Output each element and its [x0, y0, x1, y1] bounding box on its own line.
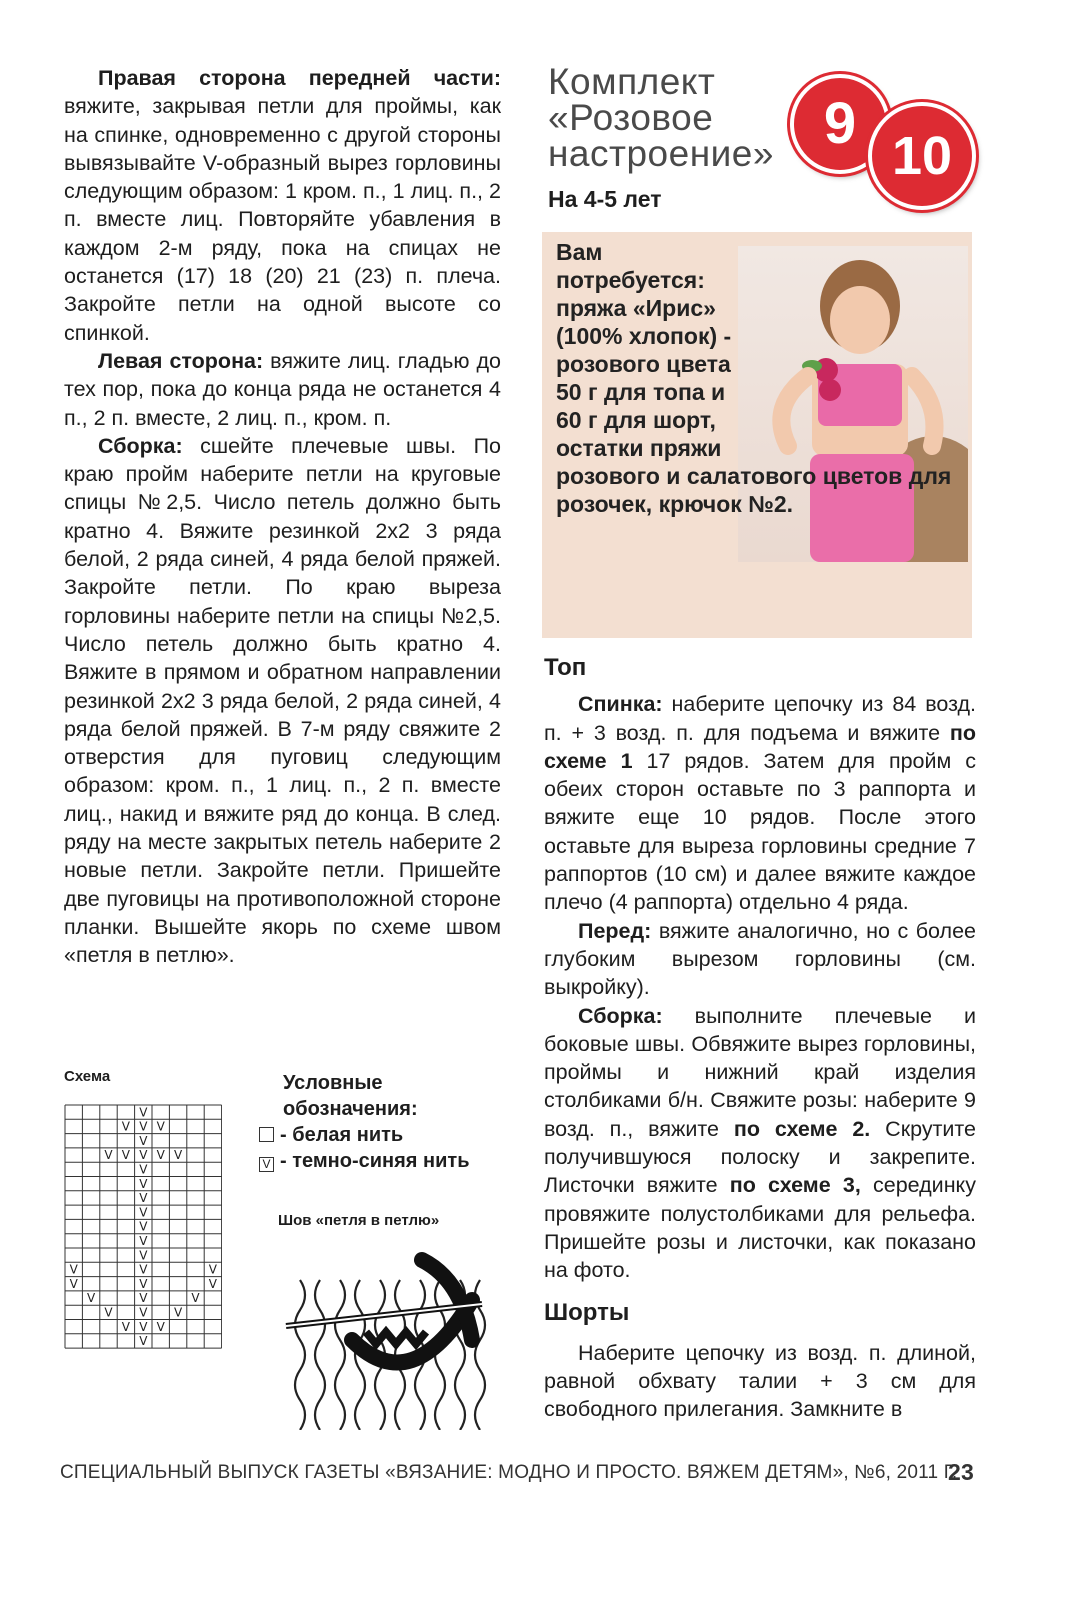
dark-stitch-mark: V	[139, 1276, 148, 1291]
materials-text-part-2: розового и салатового цветов для розочек, крючок №2.	[556, 463, 952, 517]
dark-stitch-mark: V	[69, 1262, 78, 1277]
dark-stitch-mark: V	[139, 1262, 148, 1277]
legend-row-dark	[259, 1148, 469, 1174]
dark-stitch-mark: V	[139, 1305, 148, 1320]
dark-stitch-mark: V	[139, 1319, 148, 1334]
dark-stitch-mark: V	[121, 1119, 131, 1134]
dark-stitch-mark: V	[156, 1319, 165, 1334]
dark-stitch-mark: V	[208, 1276, 218, 1291]
schema-label: Схема	[64, 1068, 111, 1085]
dark-stitch-mark: V	[139, 1205, 148, 1220]
heading-assembly: Сборка:	[98, 433, 183, 458]
text-assembly: сшейте плечевые швы. По краю пройм наберите петли на круговые спицы №2,5. Число петель должно быть кратно 4. Вяжите резинкой 2х2 3 ряда белой, 2 ряда синей, 4 ряда белой пряжей. Закройте петли. По краю выреза горловины наберите петли на спицы №2,5. Число петель должно быть кратно 4. Вяжите в прямом и обратном направлении резинкой 2х2 3 ряда белой, 2 ряда синей, 4 ряда белой пряжей. В 7-м ряду свяжите 2 отверстия для пуговиц следующим образом: кром. п., 1 лиц. п., 2 п. вместе лиц., накид и вяжите ряд до конца. В след. ряду на месте закрытых петель наберите 2 новые петли. Закройте петли. Пришейте две пуговицы на противоположной стороне планки. Вышейте якорь по схеме швом «петля в петлю».	[64, 433, 501, 968]
number-badge-10: 10	[868, 102, 976, 210]
age-label: На 4-5 лет	[548, 186, 662, 212]
anchor-chart	[64, 1104, 222, 1350]
text-back-b: по схеме 1	[544, 720, 977, 773]
dark-stitch-mark: V	[156, 1148, 165, 1163]
dark-stitch-mark: V	[121, 1148, 131, 1163]
legend-dark-label: - темно-синяя нить	[280, 1150, 470, 1172]
dark-stitch-mark: V	[139, 1176, 148, 1191]
seam-diagram	[282, 1240, 494, 1430]
materials-text	[556, 238, 976, 518]
dark-stitch-mark: V	[139, 1133, 148, 1148]
heading-back: Спинка:	[578, 692, 663, 717]
dark-stitch-mark: V	[173, 1148, 183, 1163]
dark-stitch-mark: V	[191, 1291, 200, 1306]
dark-stitch-mark: V	[139, 1119, 148, 1134]
paragraph-front	[544, 917, 976, 1002]
text-front: вяжите аналогично, но с более глубоким вырезом горловины (см. выкройку).	[544, 918, 976, 1000]
dark-stitch-mark: V	[121, 1319, 131, 1334]
legend-title-2: обозначения:	[283, 1098, 418, 1120]
paragraph-left-side	[64, 347, 501, 432]
dark-stitch-mark: V	[208, 1262, 218, 1277]
materials-text-part-1: Вам потребуется: пряжа «Ирис» (100% хлопок) - розового цвета 50 г для топа и 60 г для шорт, остатки пряжи	[556, 239, 732, 461]
text-asm-a: выполните плечевые и боковые швы. Обвяжите вырез горловины, проймы и нижний край изделия столбиками б/н. Свяжите розы: наберите 9 возд. п., вяжите	[544, 1003, 976, 1141]
text-asm-b: по схеме 2.	[733, 1116, 871, 1141]
dark-stitch-mark: V	[173, 1305, 183, 1320]
legend-title-1: Условные	[283, 1072, 383, 1094]
paragraph-shorts: Наберите цепочку из возд. п. длиной, равной обхвату талии + 3 см для свободного прилегания. Замкните в	[544, 1340, 976, 1422]
dark-stitch-mark: V	[139, 1191, 148, 1206]
paragraph-assembly	[64, 432, 501, 970]
title-line-2: «Розовое	[548, 97, 714, 138]
footer-text: СПЕЦИАЛЬНЫЙ ВЫПУСК ГАЗЕТЫ «ВЯЗАНИЕ: МОДНО И ПРОСТО. ВЯЖЕМ ДЕТЯМ», №6, 2011 Г.	[60, 1462, 958, 1483]
legend-row-white	[259, 1122, 469, 1148]
heading-left-side: Левая сторона:	[98, 348, 264, 373]
paragraph-top-assembly	[544, 1002, 976, 1285]
heading-top-assembly: Сборка:	[578, 1003, 663, 1028]
number-badge-9: 9	[790, 74, 890, 174]
text-asm-d: по схеме 3,	[729, 1173, 861, 1198]
right-text-column	[544, 654, 976, 1424]
heading-shorts: Шорты	[544, 1298, 630, 1326]
heading-top: Топ	[544, 654, 587, 681]
text-back-c: 17 рядов. Затем для пройм с обеих сторон оставьте по 3 раппорта и вяжите еще 10 рядов. После этого оставьте для выреза горловины средние 7 раппортов (10 см) и далее вяжите каждое плечо (4 раппорта) отдельно 4 ряда.	[544, 748, 977, 915]
page-number: 23	[948, 1459, 974, 1485]
dark-stitch-mark: V	[156, 1119, 165, 1134]
paragraph-back	[544, 690, 976, 916]
text-asm-e: серединку провяжите полустолбиками для рельефа. Пришейте розы и листочки, как показано на фото.	[544, 1173, 976, 1283]
materials-box	[542, 232, 972, 638]
empty-box-icon	[259, 1127, 274, 1142]
paragraph-right-front	[64, 64, 501, 347]
legend-white-label: - белая нить	[280, 1124, 404, 1146]
dark-stitch-mark: V	[139, 1248, 148, 1263]
dark-stitch-mark: V	[104, 1305, 113, 1320]
footer	[60, 1459, 980, 1485]
text-right-front: вяжите, закрывая петли для проймы, как на спинке, одновременно с другой стороны вывязывайте V-образный вырез горловины следующим образом: 1 кром. п., 1 лиц. п., 2 п. вместе лиц. Повторяйте убавления в каждом 2-м ряду, пока на спицах не останется (17) 18 (20) 21 (23) п. плеча. Закройте петли на одной высоте со спинкой.	[64, 94, 501, 345]
title-line-3: настроение»	[548, 133, 774, 174]
dark-stitch-mark: V	[139, 1148, 148, 1163]
dark-stitch-mark: V	[104, 1148, 113, 1163]
dark-stitch-mark: V	[139, 1162, 148, 1177]
title-line-1: Комплект	[548, 61, 716, 102]
dark-stitch-mark: V	[139, 1219, 148, 1234]
seam-label: Шов «петля в петлю»	[278, 1212, 440, 1229]
dark-stitch-mark: V	[69, 1276, 78, 1291]
heading-front: Перед:	[578, 918, 652, 943]
check-box-icon: V	[259, 1157, 274, 1172]
left-text-column	[64, 64, 501, 970]
dark-stitch-mark: V	[86, 1291, 96, 1306]
text-asm-c: Скрутите получившуюся полоску и закрепите. Листочки вяжите	[544, 1116, 976, 1198]
dark-stitch-mark: V	[139, 1291, 148, 1306]
text-left-side: вяжите лиц. гладью до тех пор, пока до конца ряда не останется 4 п., 2 п. вместе, 2 лиц. п., кром. п.	[64, 348, 501, 430]
legend	[262, 1070, 470, 1174]
dark-stitch-mark: V	[139, 1234, 148, 1248]
dark-stitch-mark: V	[139, 1105, 148, 1120]
heading-right-front: Правая сторона передней части:	[98, 66, 501, 90]
text-back-a: наберите цепочку из 84 возд. п. + 3 возд. п. для подъема и вяжите	[544, 692, 976, 745]
dark-stitch-mark: V	[139, 1334, 148, 1349]
